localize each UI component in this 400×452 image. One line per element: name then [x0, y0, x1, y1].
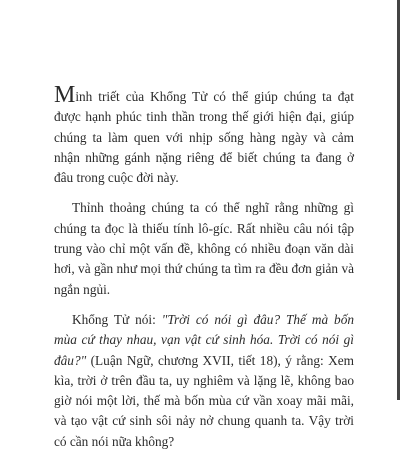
quote-explanation: (Luận Ngữ, chương XVII, tiết 18), ý rằng: Xem kìa, trời ở trên đầu ta, uy nghiêm và lặng lẽ, không bao giờ nói một lời, thế mà bốn mùa cứ vần xoay mãi mãi, và tạo vật cứ sinh sôi nảy nở chung quanh ta. Vậy trời có cần nói nữa không?	[54, 352, 354, 449]
paragraph-quote	[54, 310, 354, 452]
paragraph-intro-text: inh triết của Khổng Tử có thể giúp chúng ta đạt được hạnh phúc tinh thần trong thế giới hiện đại, giúp chúng ta làm quen với nhịp sống hàng ngày và cảm nhận những gánh nặng riêng để biết chúng ta đang ở đâu trong cuộc đời này.	[54, 89, 354, 186]
drop-cap: M	[54, 82, 76, 108]
paragraph-logic-text: Thỉnh thoảng chúng ta có thể nghĩ rằng những gì chúng ta đọc là thiếu tính lô-gíc. Rất nhiều câu nói tập trung vào chỉ một vấn đề, không có nhiều đoạn văn dài hơi, và gần như mọi thứ chúng ta tìm ra đều đơn giản và ngắn ngủi.	[54, 200, 354, 297]
confucius-quote: "Trời có nói gì đâu? Thế mà bốn mùa cứ thay nhau, vạn vật cứ sinh hóa. Trời có nói gì đâu?"	[54, 311, 354, 368]
paragraph-logic	[54, 198, 354, 299]
paragraph-intro	[54, 82, 354, 188]
quote-lead: Khổng Tử nói:	[72, 311, 162, 327]
body-text	[54, 82, 354, 452]
